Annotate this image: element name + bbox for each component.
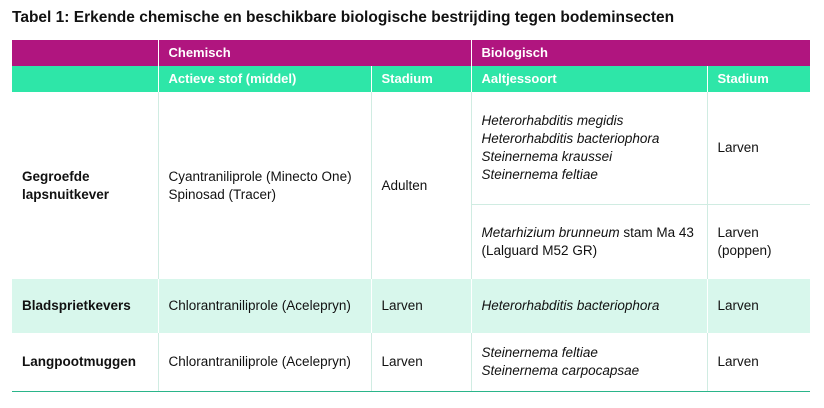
bio-species-cell xyxy=(471,205,707,280)
col-stadium-bio: Stadium xyxy=(707,66,810,92)
col-actieve-stof: Actieve stof (middel) xyxy=(158,66,371,92)
bio-species: Metarhizium brunneum xyxy=(481,225,620,240)
chem-substance-cell xyxy=(158,92,371,279)
bio-species: Heterorhabditis bacteriophora xyxy=(481,298,660,313)
control-table xyxy=(12,40,810,392)
chem-substance: Spinosad (Tracer) xyxy=(168,186,277,202)
bio-species-detail: stam Ma 43 (Lalguard M52 GR) xyxy=(481,225,694,258)
bio-species-cell xyxy=(471,279,707,333)
col-stadium-chem: Stadium xyxy=(371,66,471,92)
chem-stage: Larven xyxy=(371,279,471,333)
col-blank xyxy=(12,66,158,92)
bio-stage: Larven xyxy=(707,279,810,333)
chem-stage: Adulten xyxy=(371,92,471,279)
bio-species: Steinernema feltiae xyxy=(481,345,598,360)
table-row xyxy=(12,92,810,205)
bio-species-cell xyxy=(471,333,707,392)
table-row xyxy=(12,279,810,333)
pest-name: Gegroefde lapsnuitkever xyxy=(22,168,110,202)
pest-name: Bladsprietkevers xyxy=(12,279,158,333)
bio-stage: Larven (poppen) xyxy=(707,205,810,280)
table-caption: Tabel 1: Erkende chemische en beschikbare biologische bestrijding tegen bodeminsecten xyxy=(12,9,675,26)
bio-species: Steinernema kraussei xyxy=(481,149,613,164)
header-chemisch: Chemisch xyxy=(158,40,471,66)
header-column-row xyxy=(12,66,810,92)
bio-species: Heterorhabditis bacteriophora xyxy=(481,131,660,146)
chem-substance: Chlorantraniliprole (Acelepryn) xyxy=(158,279,371,333)
bio-species: Steinernema feltiae xyxy=(481,167,598,182)
chem-stage: Larven xyxy=(371,333,471,392)
bio-stage: Larven xyxy=(707,92,810,205)
chem-substance: Cyantraniliprole (Minecto One) xyxy=(168,168,352,184)
table-row xyxy=(12,333,810,392)
col-aaltjessoort: Aaltjessoort xyxy=(471,66,707,92)
header-blank xyxy=(12,40,158,66)
header-biologisch: Biologisch xyxy=(471,40,810,66)
pest-name: Langpootmuggen xyxy=(12,333,158,392)
bio-stage: Larven xyxy=(707,333,810,392)
chem-substance: Chlorantraniliprole (Acelepryn) xyxy=(158,333,371,392)
header-group-row xyxy=(12,40,810,66)
bio-species: Steinernema carpocapsae xyxy=(481,363,640,378)
bio-species-cell xyxy=(471,92,707,205)
bio-species: Heterorhabditis megidis xyxy=(481,113,624,128)
